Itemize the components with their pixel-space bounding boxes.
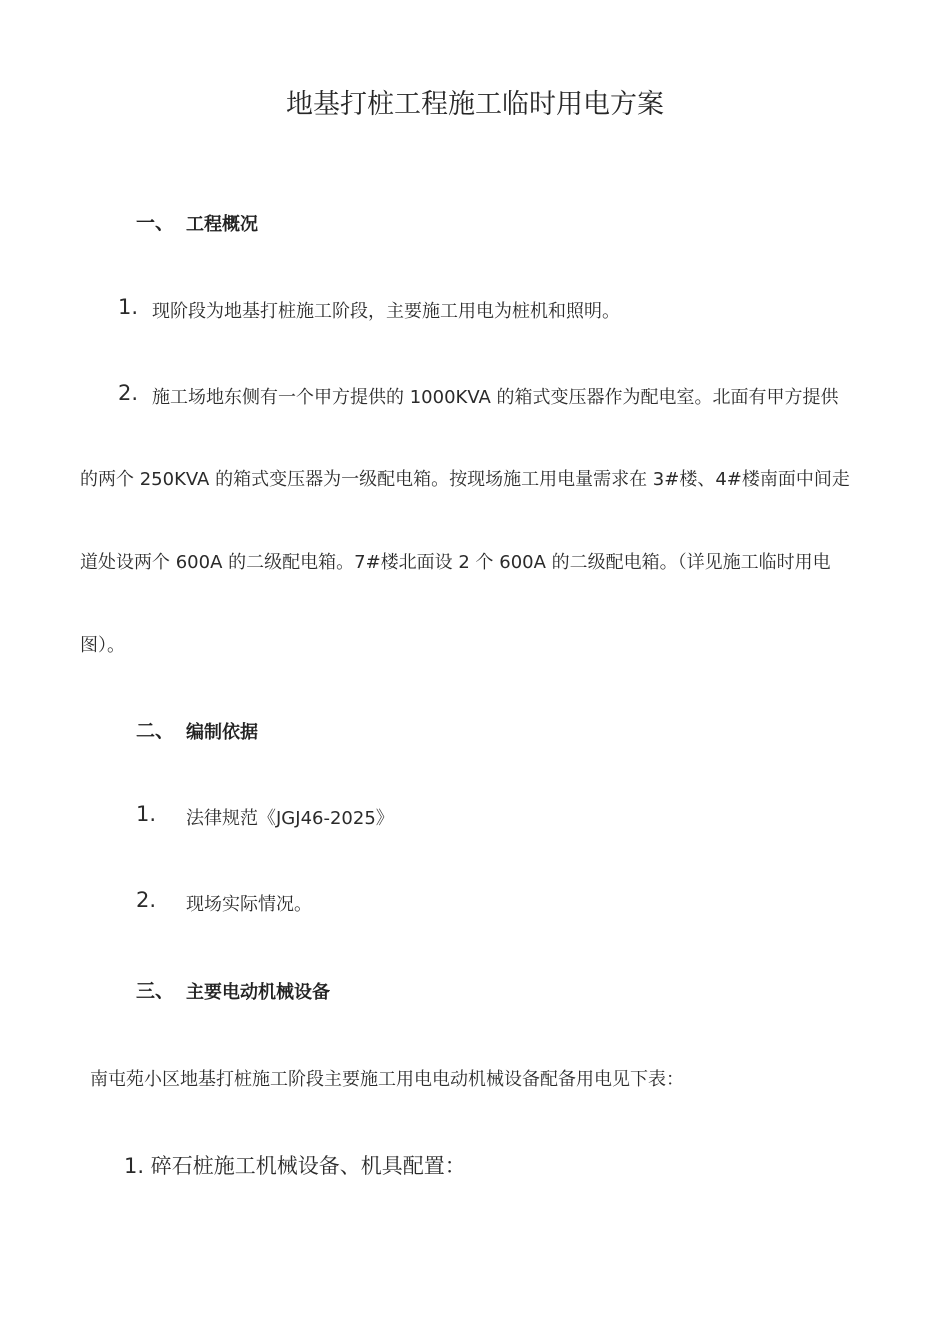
- section-2-number: 二、: [136, 720, 175, 742]
- section-1-number: 一、: [136, 212, 175, 234]
- section-1-item-2-number: 2.: [118, 381, 139, 405]
- document-title: 地基打桩工程施工临时用电方案: [286, 89, 664, 120]
- section-3-intro: 南屯苑小区地基打桩施工阶段主要施工用电电动机械设备配备用电见下表：: [90, 1069, 684, 1090]
- section-1-item-1-number: 1.: [118, 295, 139, 319]
- section-3-number: 三、: [136, 980, 175, 1002]
- section-1-item-1-text: 现阶段为地基打桩施工阶段，主要施工用电为桩机和照明。: [152, 301, 620, 322]
- section-2-item-2-number: 2.: [136, 888, 157, 912]
- section-3-subheading-1: 1. 碎石桩施工机械设备、机具配置：: [124, 1154, 466, 1178]
- section-1-item-2-line-3: 道处设两个 600A 的二级配电箱。7#楼北面设 2 个 600A 的二级配电箱。（详见施工临时用电: [80, 552, 831, 573]
- section-2-item-2-text: 现场实际情况。: [186, 894, 312, 915]
- section-1-item-2-line-1: 施工场地东侧有一个甲方提供的 1000KVA 的箱式变压器作为配电室。北面有甲方提供: [152, 387, 839, 408]
- section-3-heading: 主要电动机械设备: [186, 982, 330, 1003]
- section-1-item-2-line-2: 的两个 250KVA 的箱式变压器为一级配电箱。按现场施工用电量需求在 3#楼、4#楼南面中间走: [80, 469, 850, 490]
- section-2-item-1-text: 法律规范《JGJ46-2025》: [186, 808, 394, 829]
- section-1-item-2-line-4: 图）。: [80, 635, 125, 656]
- section-1-heading: 工程概况: [186, 214, 258, 235]
- section-2-item-1-number: 1.: [136, 802, 157, 826]
- section-2-heading: 编制依据: [186, 722, 258, 743]
